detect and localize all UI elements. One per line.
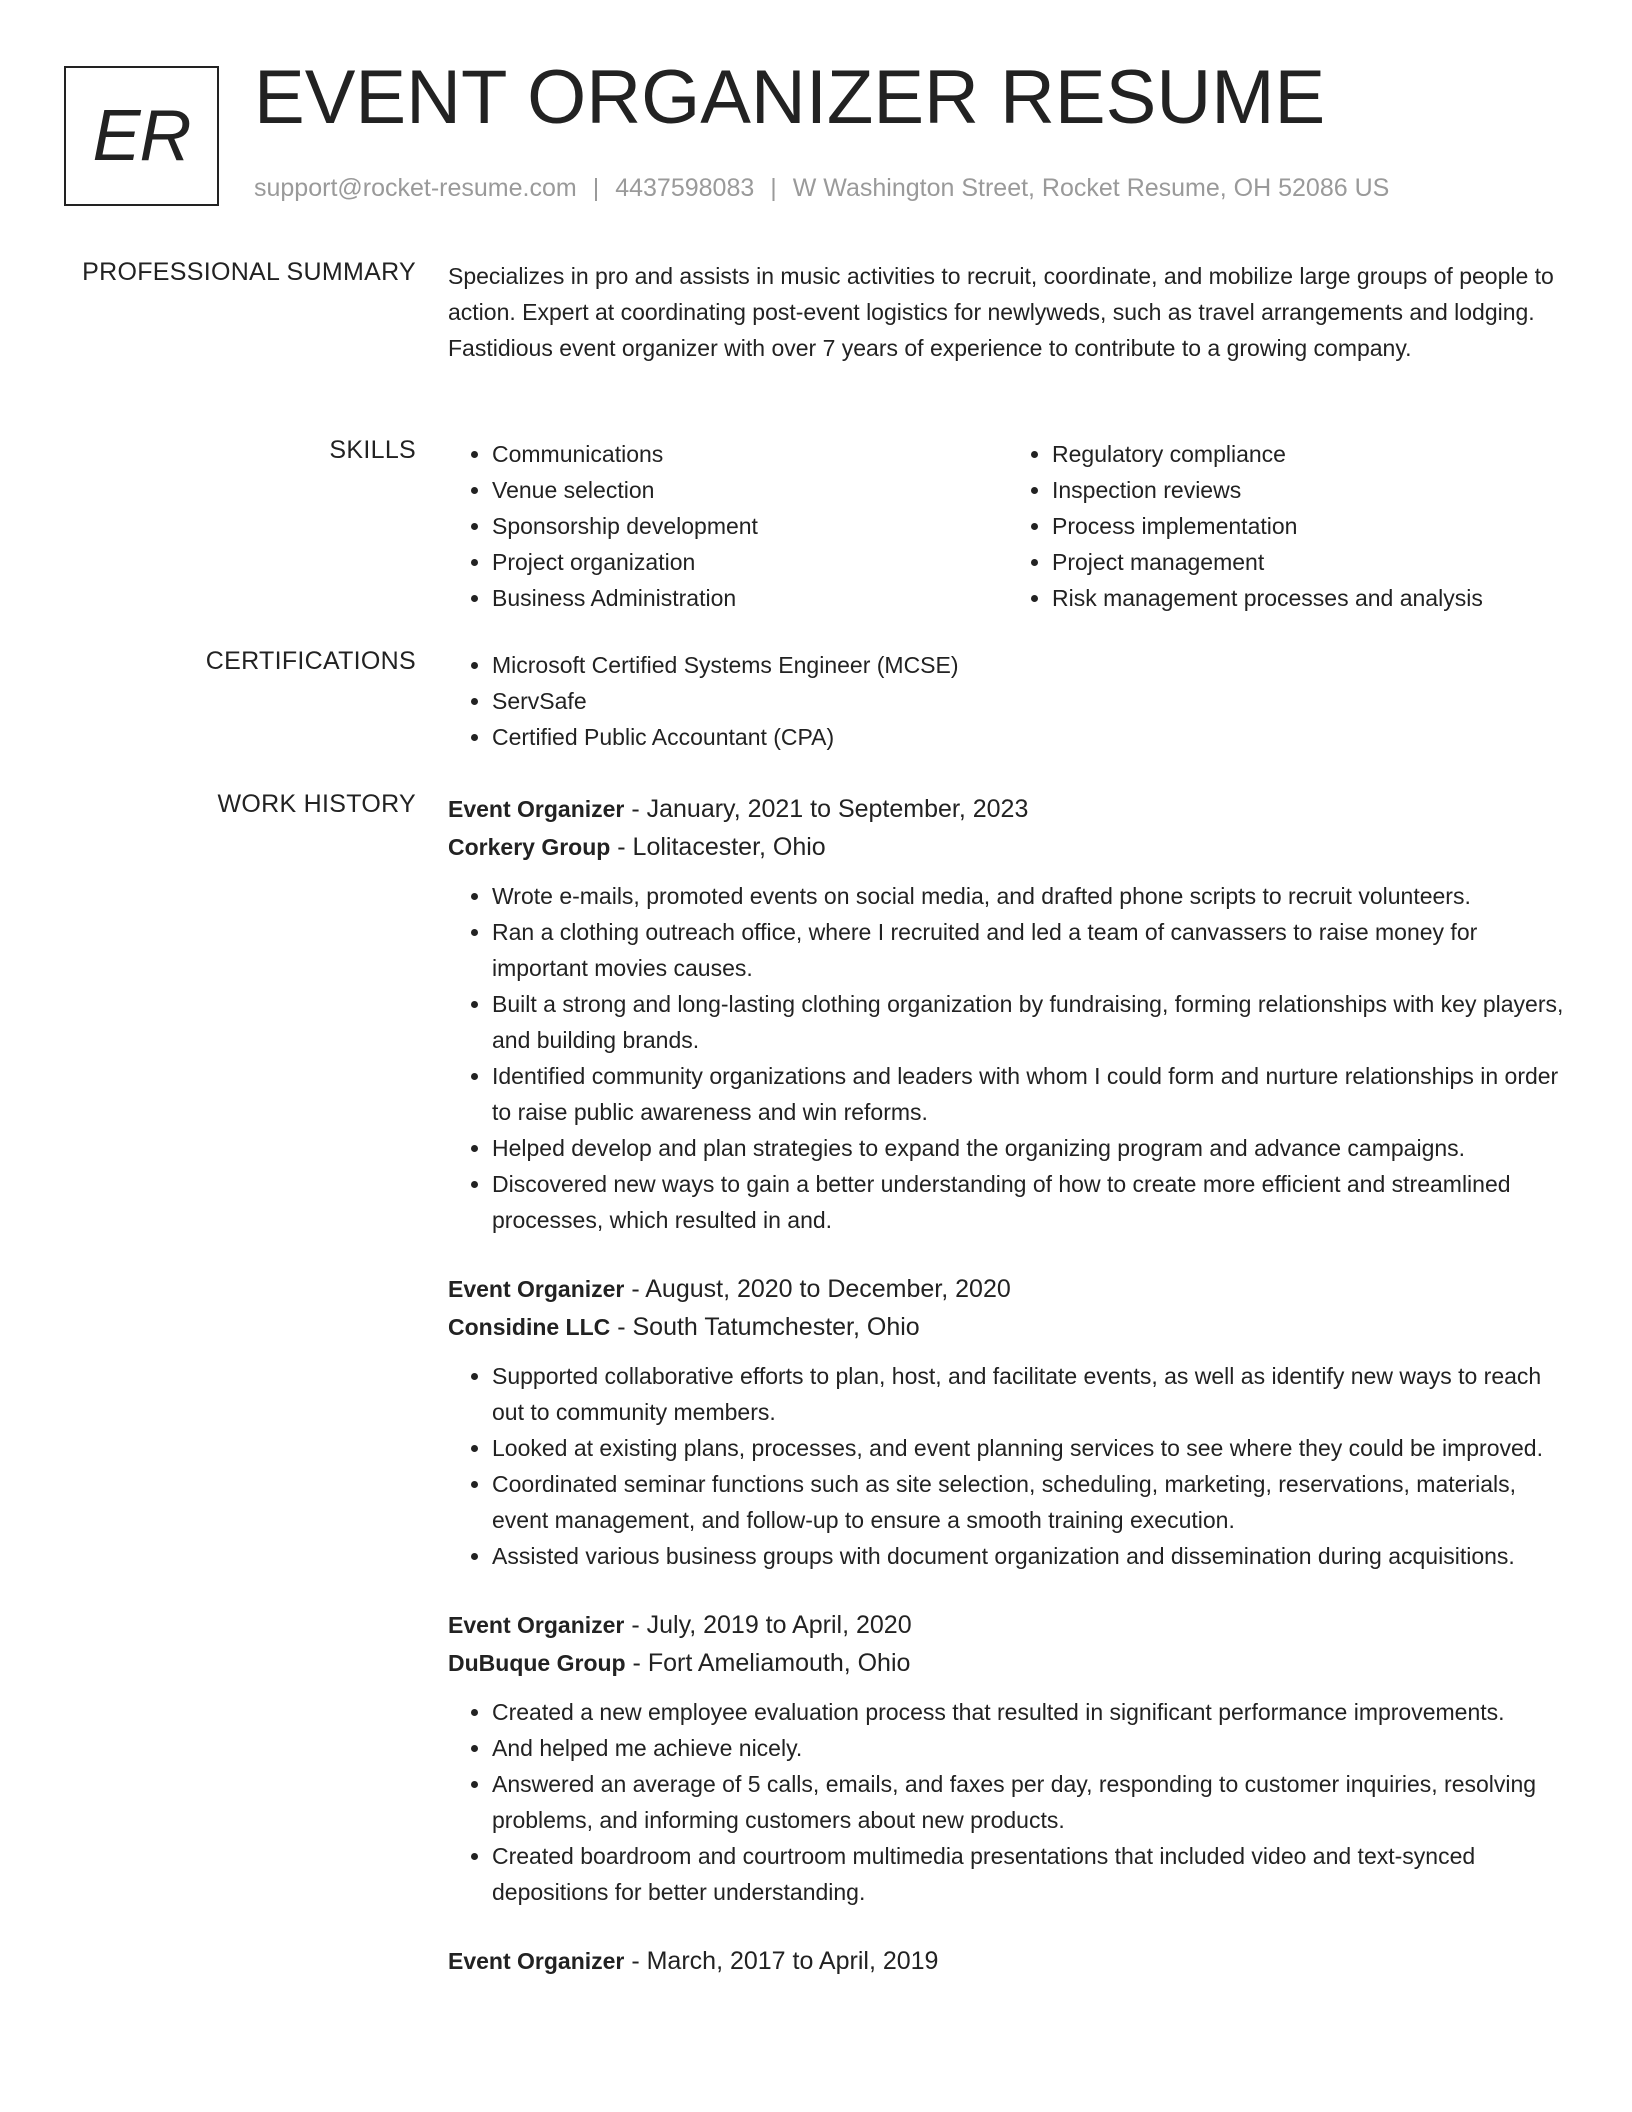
job-bullets xyxy=(448,878,1568,1238)
work-history-body xyxy=(448,790,1568,2012)
job-dates: August, 2020 to December, 2020 xyxy=(645,1275,1011,1303)
job-bullet: • Created a new employee evaluation process that resulted in significant performance improvements. xyxy=(492,1694,1568,1730)
job-bullets xyxy=(448,1358,1568,1574)
resume-header xyxy=(64,55,1564,226)
skills-body xyxy=(448,436,1568,616)
job-dates: January, 2021 to September, 2023 xyxy=(646,795,1029,823)
skill-item: • Regulatory compliance xyxy=(1052,436,1568,472)
job-bullet: • Coordinated seminar functions such as site selection, scheduling, marketing, reservations, materials, event management, and follow-up to ensure a smooth training execution. xyxy=(492,1466,1568,1538)
job-bullet: • Identified community organizations and leaders with whom I could form and nurture relationships in order to raise public awareness and win reforms. xyxy=(492,1058,1568,1130)
job-location: Lolitacester, Ohio xyxy=(632,833,826,861)
job-title: Event Organizer xyxy=(448,1948,625,1974)
job-location: Fort Ameliamouth, Ohio xyxy=(647,1649,911,1677)
job-title-line: Event Organizer - August, 2020 to December, 2020 xyxy=(448,1275,1011,1303)
job-company: Corkery Group xyxy=(448,834,611,860)
contact-phone: 4437598083 xyxy=(615,174,755,202)
resume-title: EVENT ORGANIZER RESUME xyxy=(254,55,1326,140)
contact-separator: | xyxy=(592,174,600,202)
job-company-line: DuBuque Group - Fort Ameliamouth, Ohio xyxy=(448,1649,911,1677)
job-dates: July, 2019 to April, 2020 xyxy=(646,1611,912,1639)
skill-item: • Venue selection xyxy=(492,472,1008,508)
contact-separator: | xyxy=(770,174,777,202)
job-bullets xyxy=(448,1694,1568,1910)
job-bullet: • Discovered new ways to gain a better understanding of how to create more efficient and streamlined processes, which resulted in and. xyxy=(492,1166,1568,1238)
job-company: DuBuque Group xyxy=(448,1650,626,1676)
job-company-line: Corkery Group - Lolitacester, Ohio xyxy=(448,833,826,861)
monogram-logo: ER xyxy=(64,66,219,206)
job-title-line: Event Organizer - January, 2021 to September, 2023 xyxy=(448,795,1029,823)
skill-item: • Business Administration xyxy=(492,580,1008,616)
skill-item: • Sponsorship development xyxy=(492,508,1008,544)
section-label-skills: SKILLS xyxy=(329,436,416,464)
skill-item: • Communications xyxy=(492,436,1008,472)
section-label-summary: PROFESSIONAL SUMMARY xyxy=(82,258,416,286)
job-bullet: • Built a strong and long-lasting clothing organization by fundraising, forming relationships with key players, and building brands. xyxy=(492,986,1568,1058)
skill-item: • Project organization xyxy=(492,544,1008,580)
job-dates: March, 2017 to April, 2019 xyxy=(646,1947,939,1975)
certifications-body xyxy=(448,647,1568,755)
job-bullet: • Supported collaborative efforts to plan, host, and facilitate events, as well as identify new ways to reach out to community members. xyxy=(492,1358,1568,1430)
certification-item: • Certified Public Accountant (CPA) xyxy=(492,719,1568,755)
job-bullet: • Ran a clothing outreach office, where I recruited and led a team of canvassers to raise money for important movies causes. xyxy=(492,914,1568,986)
job-title-line: Event Organizer - July, 2019 to April, 2020 xyxy=(448,1611,912,1639)
skills-list-left xyxy=(448,436,1008,616)
certification-item: • ServSafe xyxy=(492,683,1568,719)
job-company: Considine LLC xyxy=(448,1314,611,1340)
job-entry xyxy=(448,790,1568,1238)
skill-item: • Process implementation xyxy=(1052,508,1568,544)
job-bullet: • Answered an average of 5 calls, emails, and faxes per day, responding to customer inquiries, resolving problems, and informing customers about new products. xyxy=(492,1766,1568,1838)
skill-item: • Risk management processes and analysis xyxy=(1052,580,1568,616)
job-bullet: • Looked at existing plans, processes, and event planning services to see where they could be improved. xyxy=(492,1430,1568,1466)
job-bullet: • Created boardroom and courtroom multimedia presentations that included video and text-synced depositions for better understanding. xyxy=(492,1838,1568,1910)
summary-body xyxy=(448,258,1568,366)
job-title: Event Organizer xyxy=(448,1612,625,1638)
section-label-work-history: WORK HISTORY xyxy=(217,790,416,818)
job-bullet: • And helped me achieve nicely. xyxy=(492,1730,1568,1766)
job-bullet: • Wrote e-mails, promoted events on social media, and drafted phone scripts to recruit volunteers. xyxy=(492,878,1568,914)
job-title: Event Organizer xyxy=(448,796,625,822)
certification-item: • Microsoft Certified Systems Engineer (MCSE) xyxy=(492,647,1568,683)
job-company-line: Considine LLC - South Tatumchester, Ohio xyxy=(448,1313,920,1341)
job-title-line: Event Organizer - March, 2017 to April, 2019 xyxy=(448,1947,939,1975)
job-bullet: • Assisted various business groups with document organization and dissemination during acquisitions. xyxy=(492,1538,1568,1574)
job-location: South Tatumchester, Ohio xyxy=(632,1313,920,1341)
skill-item: • Inspection reviews xyxy=(1052,472,1568,508)
contact-line xyxy=(254,174,1389,203)
summary-text: Specializes in pro and assists in music activities to recruit, coordinate, and mobilize large groups of people to action. Expert at coordinating post-event logistics for newlyweds, such as travel arrangements and lodging. Fastidious event organizer with over 7 years of experience to contribute to a growing company. xyxy=(448,263,1554,361)
skills-list-right xyxy=(1008,436,1568,616)
job-entry xyxy=(448,1270,1568,1574)
certifications-list xyxy=(448,647,1568,755)
job-entry xyxy=(448,1942,1568,1980)
section-label-certifications: CERTIFICATIONS xyxy=(205,647,416,675)
contact-email: support@rocket-resume.com xyxy=(254,174,577,202)
contact-address: W Washington Street, Rocket Resume, OH 52086 US xyxy=(792,174,1390,202)
job-title: Event Organizer xyxy=(448,1276,625,1302)
skill-item: • Project management xyxy=(1052,544,1568,580)
job-entry xyxy=(448,1606,1568,1910)
job-bullet: • Helped develop and plan strategies to expand the organizing program and advance campaigns. xyxy=(492,1130,1568,1166)
